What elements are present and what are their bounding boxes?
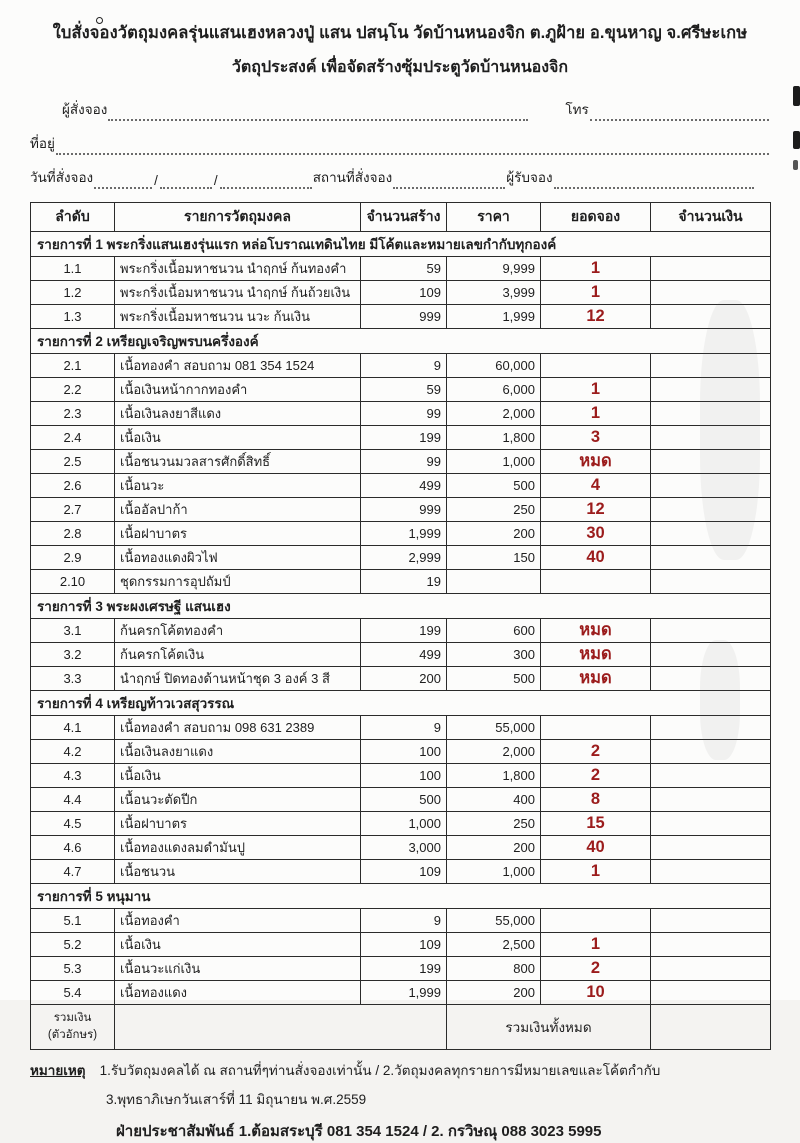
quantity-cell: 19: [361, 570, 447, 594]
price-cell: 3,999: [447, 281, 541, 305]
amount-cell: [651, 764, 771, 788]
item-name-cell: เนื้อเงิน: [115, 426, 361, 450]
row-index-cell: 4.5: [31, 812, 115, 836]
scan-ring-mark: [96, 17, 103, 24]
section-header-row: [31, 329, 771, 354]
phone-label: โทร: [565, 102, 589, 117]
column-header-index: ลำดับ: [31, 203, 115, 232]
amount-cell: [651, 281, 771, 305]
reserved-count-cell: 4: [541, 474, 651, 498]
table-row: [31, 498, 771, 522]
orderer-fill-line: [108, 106, 528, 121]
total-in-words-cell: [115, 1005, 447, 1050]
quantity-cell: 1,000: [361, 812, 447, 836]
price-cell: 500: [447, 667, 541, 691]
item-name-cell: เนื้อทองคำ สอบถาม 081 354 1524: [115, 354, 361, 378]
item-name-cell: เนื้อชนวนมวลสารศักดิ์สิทธิ์: [115, 450, 361, 474]
amount-cell: [651, 788, 771, 812]
address-fill-line: [56, 140, 769, 155]
address-row: [30, 132, 770, 155]
table-row: [31, 402, 771, 426]
form-title: [30, 20, 770, 80]
item-name-cell: เนื้อชนวน: [115, 860, 361, 884]
amount-cell: [651, 933, 771, 957]
reserved-count-cell: หมด: [541, 619, 651, 643]
table-row: [31, 522, 771, 546]
quantity-cell: 1,999: [361, 522, 447, 546]
quantity-cell: 200: [361, 667, 447, 691]
quantity-cell: 999: [361, 498, 447, 522]
item-name-cell: พระกริ่งเนื้อมหาชนวน นำฤกษ์ ก้นถ้วยเงิน: [115, 281, 361, 305]
item-name-cell: เนื้อทองแดงลมดำมันปู: [115, 836, 361, 860]
row-index-cell: 2.10: [31, 570, 115, 594]
order-table-footer: [31, 1005, 771, 1050]
price-cell: 9,999: [447, 257, 541, 281]
section-header-text: รายการที่ 1 พระกริ่งแสนเฮงรุ่นแรก หล่อโบราณเทดินไทย มีโค้ตและหมายเลขกำกับทุกองค์: [31, 232, 771, 257]
quantity-cell: 100: [361, 764, 447, 788]
item-name-cell: เนื้อนวะแก่เงิน: [115, 957, 361, 981]
grand-total-amount-cell: [651, 1005, 771, 1050]
order-table-header: [31, 203, 771, 232]
table-row: [31, 909, 771, 933]
table-row: [31, 860, 771, 884]
row-index-cell: 3.3: [31, 667, 115, 691]
reserved-count-cell: 1: [541, 378, 651, 402]
quantity-cell: 199: [361, 619, 447, 643]
section-header-text: รายการที่ 2 เหรียญเจริญพรบนครึ่งองค์: [31, 329, 771, 354]
price-cell: [447, 570, 541, 594]
quantity-cell: 109: [361, 860, 447, 884]
date-row: [30, 166, 770, 189]
notes-section: [30, 1059, 770, 1143]
table-row: [31, 933, 771, 957]
order-table-body: [31, 232, 771, 1005]
row-index-cell: 4.1: [31, 716, 115, 740]
table-row: [31, 812, 771, 836]
item-name-cell: ก้นครกโค้ตทองคำ: [115, 619, 361, 643]
column-header-quantity: จำนวนสร้าง: [361, 203, 447, 232]
reserved-count-cell: 40: [541, 546, 651, 570]
table-row: [31, 981, 771, 1005]
quantity-cell: 3,000: [361, 836, 447, 860]
row-index-cell: 4.6: [31, 836, 115, 860]
price-cell: 6,000: [447, 378, 541, 402]
reserved-count-cell: หมด: [541, 667, 651, 691]
table-row: [31, 378, 771, 402]
table-row: [31, 450, 771, 474]
section-header-text: รายการที่ 4 เหรียญท้าวเวสสุวรรณ: [31, 691, 771, 716]
quantity-cell: 59: [361, 378, 447, 402]
price-cell: 55,000: [447, 909, 541, 933]
scan-artifact: [793, 160, 798, 170]
scan-artifact: [793, 131, 800, 149]
orderer-label: ผู้สั่งจอง: [62, 102, 108, 117]
scan-smudge: [700, 640, 740, 760]
row-index-cell: 5.1: [31, 909, 115, 933]
slash: /: [213, 173, 218, 188]
item-name-cell: ชุดกรรมการอุปถัมป์: [115, 570, 361, 594]
reserved-count-cell: 12: [541, 498, 651, 522]
amount-cell: [651, 546, 771, 570]
item-name-cell: เนื้อทองแดงผิวไฟ: [115, 546, 361, 570]
table-row: [31, 740, 771, 764]
row-index-cell: 1.1: [31, 257, 115, 281]
reserved-count-cell: 2: [541, 764, 651, 788]
reserved-count-cell: 40: [541, 836, 651, 860]
amount-cell: [651, 957, 771, 981]
date-year-fill: [220, 174, 312, 189]
form-title-line2: วัตถุประสงค์ เพื่อจัดสร้างซุ้มประตูวัดบ้านหนองจิก: [231, 59, 569, 76]
quantity-cell: 109: [361, 933, 447, 957]
price-cell: 250: [447, 498, 541, 522]
row-index-cell: 3.1: [31, 619, 115, 643]
grand-total-label: รวมเงินทั้งหมด: [447, 1005, 651, 1050]
contact-line: ฝ่ายประชาสัมพันธ์ 1.ต้อมสระบุรี 081 354 1524 / 2. กรวิษณุ 088 3023 5995: [116, 1123, 602, 1140]
table-row: [31, 426, 771, 450]
form-title-line1: ใบสั่งจองวัตถุมงคลรุ่นแสนเฮงหลวงปู่ แสน ปสนฺโน วัดบ้านหนองจิก ต.ภูฝ้าย อ.ขุนหาญ จ.ศรีษะเกษ: [52, 24, 748, 42]
item-name-cell: เนื้อทองคำ สอบถาม 098 631 2389: [115, 716, 361, 740]
table-row: [31, 836, 771, 860]
scan-artifact: [793, 86, 800, 106]
row-index-cell: 5.3: [31, 957, 115, 981]
table-row: [31, 281, 771, 305]
price-cell: 1,800: [447, 764, 541, 788]
price-cell: 200: [447, 836, 541, 860]
quantity-cell: 99: [361, 450, 447, 474]
quantity-cell: 9: [361, 354, 447, 378]
quantity-cell: 499: [361, 474, 447, 498]
item-name-cell: เนื้ออัลปาก้า: [115, 498, 361, 522]
amount-cell: [651, 257, 771, 281]
total-in-words-label: [31, 1005, 115, 1050]
item-name-cell: เนื้อเงิน: [115, 764, 361, 788]
reserved-count-cell: 1: [541, 860, 651, 884]
item-name-cell: เนื้อทองคำ: [115, 909, 361, 933]
quantity-cell: 9: [361, 716, 447, 740]
item-name-cell: นำฤกษ์ ปิดทองด้านหน้าชุด 3 องค์ 3 สี: [115, 667, 361, 691]
phone-fill-line: [590, 106, 769, 121]
amount-cell: [651, 812, 771, 836]
note-line1: 1.รับวัตถุมงคลได้ ณ สถานที่ๆท่านสั่งจองเท่านั้น / 2.วัตถุมงคลทุกรายการมีหมายเลขและโค้ตกำกับ: [99, 1063, 661, 1078]
item-name-cell: เนื้อฝาบาตร: [115, 522, 361, 546]
row-index-cell: 2.8: [31, 522, 115, 546]
price-cell: 500: [447, 474, 541, 498]
column-header-amount: จำนวนเงิน: [651, 203, 771, 232]
quantity-cell: 999: [361, 305, 447, 329]
row-index-cell: 2.7: [31, 498, 115, 522]
date-month-fill: [160, 174, 212, 189]
reserved-count-cell: 3: [541, 426, 651, 450]
table-row: [31, 474, 771, 498]
price-cell: 150: [447, 546, 541, 570]
form-fields: [30, 98, 770, 189]
column-header-reserved: ยอดจอง: [541, 203, 651, 232]
row-index-cell: 2.4: [31, 426, 115, 450]
quantity-cell: 109: [361, 281, 447, 305]
quantity-cell: 100: [361, 740, 447, 764]
quantity-cell: 499: [361, 643, 447, 667]
row-index-cell: 2.3: [31, 402, 115, 426]
row-index-cell: 2.5: [31, 450, 115, 474]
reserved-count-cell: 1: [541, 281, 651, 305]
section-header-text: รายการที่ 3 พระผงเศรษฐี แสนเฮง: [31, 594, 771, 619]
table-row: [31, 570, 771, 594]
row-index-cell: 5.4: [31, 981, 115, 1005]
price-cell: 60,000: [447, 354, 541, 378]
item-name-cell: เนื้อทองแดง: [115, 981, 361, 1005]
quantity-cell: 99: [361, 402, 447, 426]
amount-cell: [651, 909, 771, 933]
receiver-fill-line: [554, 174, 754, 189]
reserved-count-cell: 1: [541, 933, 651, 957]
price-cell: 250: [447, 812, 541, 836]
table-row: [31, 957, 771, 981]
place-fill-line: [393, 174, 505, 189]
table-row: [31, 643, 771, 667]
reserved-count-cell: 1: [541, 257, 651, 281]
section-header-row: [31, 691, 771, 716]
item-name-cell: เนื้อเงิน: [115, 933, 361, 957]
reserved-count-cell: [541, 909, 651, 933]
quantity-cell: 9: [361, 909, 447, 933]
table-row: [31, 354, 771, 378]
row-index-cell: 2.2: [31, 378, 115, 402]
item-name-cell: เนื้อฝาบาตร: [115, 812, 361, 836]
price-cell: 400: [447, 788, 541, 812]
table-row: [31, 546, 771, 570]
reserved-count-cell: หมด: [541, 643, 651, 667]
table-row: [31, 716, 771, 740]
address-label: ที่อยู่: [30, 136, 55, 151]
reserved-count-cell: หมด: [541, 450, 651, 474]
reserved-count-cell: 15: [541, 812, 651, 836]
price-cell: 800: [447, 957, 541, 981]
table-row: [31, 257, 771, 281]
amount-cell: [651, 619, 771, 643]
row-index-cell: 1.3: [31, 305, 115, 329]
reserved-count-cell: 2: [541, 740, 651, 764]
section-header-row: [31, 884, 771, 909]
quantity-cell: 2,999: [361, 546, 447, 570]
column-header-item: รายการวัตถุมงคล: [115, 203, 361, 232]
price-cell: 600: [447, 619, 541, 643]
price-cell: 55,000: [447, 716, 541, 740]
row-index-cell: 5.2: [31, 933, 115, 957]
receiver-label: ผู้รับจอง: [506, 170, 553, 185]
price-cell: 300: [447, 643, 541, 667]
order-date-label: วันที่สั่งจอง: [30, 170, 94, 185]
quantity-cell: 199: [361, 426, 447, 450]
quantity-cell: 59: [361, 257, 447, 281]
column-header-price: ราคา: [447, 203, 541, 232]
item-name-cell: พระกริ่งเนื้อมหาชนวน นวะ ก้นเงิน: [115, 305, 361, 329]
item-name-cell: เนื้อเงินหน้ากากทองคำ: [115, 378, 361, 402]
table-row: [31, 619, 771, 643]
total-label-line1: รวมเงิน: [53, 1011, 92, 1024]
section-header-row: [31, 594, 771, 619]
row-index-cell: 2.6: [31, 474, 115, 498]
note-line2: 3.พุทธาภิเษกวันเสาร์ที่ 11 มิถุนายน พ.ศ.2559: [106, 1092, 367, 1107]
item-name-cell: พระกริ่งเนื้อมหาชนวน นำฤกษ์ ก้นทองคำ: [115, 257, 361, 281]
table-row: [31, 305, 771, 329]
section-header-row: [31, 232, 771, 257]
reserved-count-cell: 8: [541, 788, 651, 812]
item-name-cell: เนื้อนวะตัดปีก: [115, 788, 361, 812]
order-table: [30, 202, 771, 1050]
row-index-cell: 4.2: [31, 740, 115, 764]
price-cell: 200: [447, 981, 541, 1005]
price-cell: 1,000: [447, 450, 541, 474]
quantity-cell: 500: [361, 788, 447, 812]
table-row: [31, 764, 771, 788]
table-row: [31, 667, 771, 691]
amount-cell: [651, 981, 771, 1005]
reserved-count-cell: 10: [541, 981, 651, 1005]
section-header-text: รายการที่ 5 หนุมาน: [31, 884, 771, 909]
slash: /: [154, 173, 158, 188]
row-index-cell: 2.1: [31, 354, 115, 378]
reserved-count-cell: [541, 354, 651, 378]
amount-cell: [651, 570, 771, 594]
price-cell: 1,999: [447, 305, 541, 329]
price-cell: 1,800: [447, 426, 541, 450]
orderer-row: [30, 98, 770, 121]
price-cell: 200: [447, 522, 541, 546]
quantity-cell: 199: [361, 957, 447, 981]
row-index-cell: 3.2: [31, 643, 115, 667]
price-cell: 2,500: [447, 933, 541, 957]
table-row: [31, 788, 771, 812]
item-name-cell: ก้นครกโค้ตเงิน: [115, 643, 361, 667]
reserved-count-cell: [541, 570, 651, 594]
scan-smudge: [700, 300, 760, 560]
item-name-cell: เนื้อเงินลงยาสีแดง: [115, 402, 361, 426]
date-day-fill: [94, 174, 152, 189]
amount-cell: [651, 860, 771, 884]
amount-cell: [651, 836, 771, 860]
price-cell: 1,000: [447, 860, 541, 884]
row-index-cell: 4.4: [31, 788, 115, 812]
item-name-cell: เนื้อนวะ: [115, 474, 361, 498]
price-cell: 2,000: [447, 402, 541, 426]
order-place-label: สถานที่สั่งจอง: [312, 170, 393, 185]
row-index-cell: 2.9: [31, 546, 115, 570]
total-label-line2: (ตัวอักษร): [47, 1029, 98, 1041]
notes-label: หมายเหตุ: [30, 1063, 86, 1078]
reserved-count-cell: 2: [541, 957, 651, 981]
row-index-cell: 4.7: [31, 860, 115, 884]
reserved-count-cell: 1: [541, 402, 651, 426]
item-name-cell: เนื้อเงินลงยาแดง: [115, 740, 361, 764]
price-cell: 2,000: [447, 740, 541, 764]
quantity-cell: 1,999: [361, 981, 447, 1005]
row-index-cell: 1.2: [31, 281, 115, 305]
reserved-count-cell: 12: [541, 305, 651, 329]
reserved-count-cell: [541, 716, 651, 740]
reserved-count-cell: 30: [541, 522, 651, 546]
row-index-cell: 4.3: [31, 764, 115, 788]
